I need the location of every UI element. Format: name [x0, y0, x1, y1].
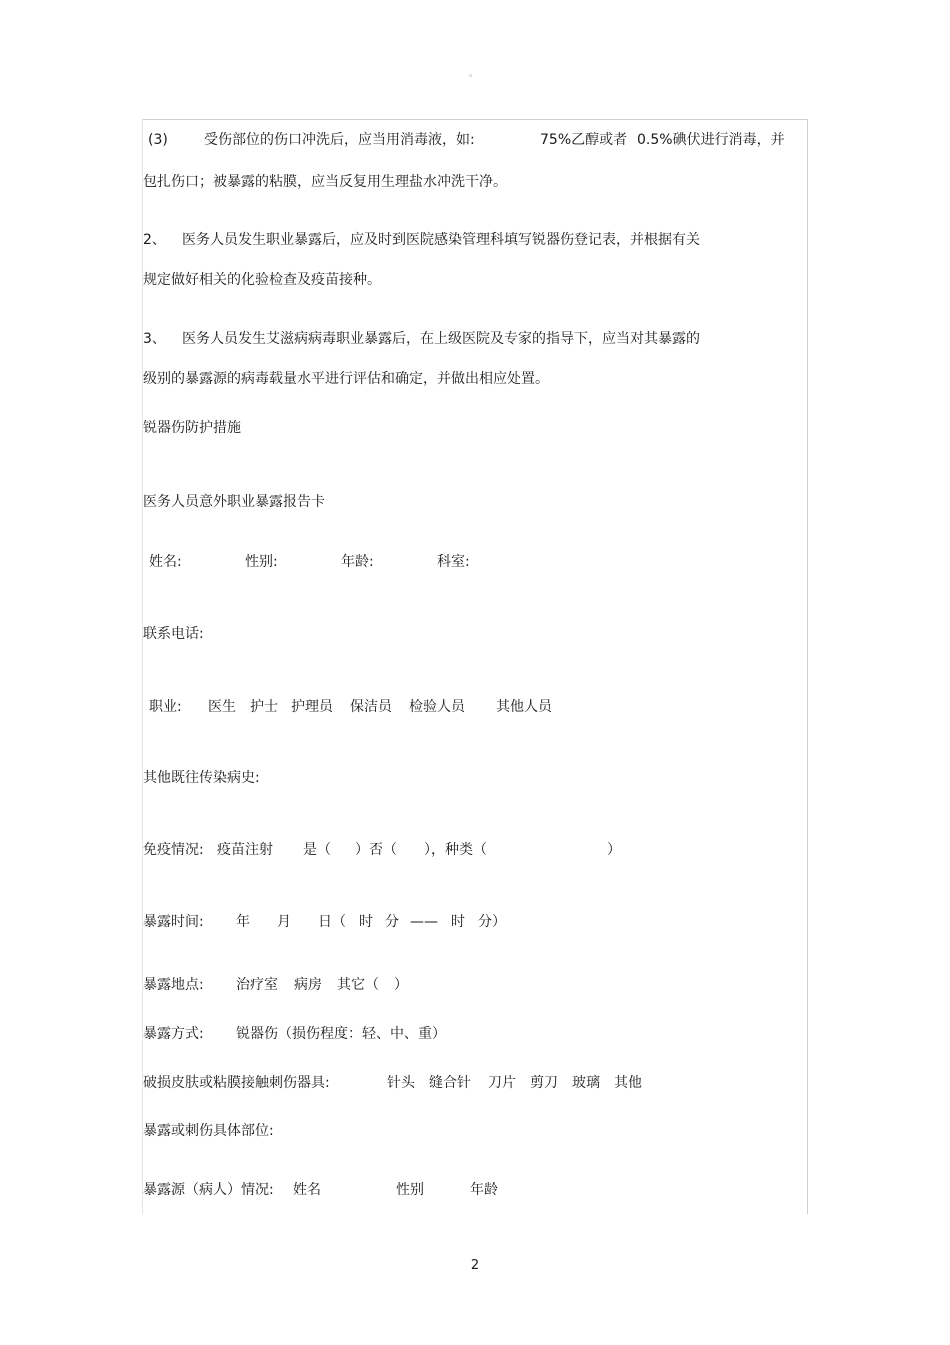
tool-option: 针头: [387, 1075, 415, 1091]
place-option: 其它（: [337, 977, 379, 993]
occupation-option: 护理员: [291, 699, 333, 715]
para3-number: 3、: [143, 331, 166, 347]
para2-number: 2、: [143, 232, 166, 248]
item3-number: (3): [148, 132, 168, 148]
form-dept-label: 科室:: [437, 554, 470, 570]
occupation-option: 检验人员: [409, 699, 465, 715]
form-history-label: 其他既往传染病史:: [143, 770, 260, 786]
form-age-label: 年龄:: [341, 554, 374, 570]
place-option-close: ）: [394, 977, 408, 993]
form-occupation-label: 职业:: [149, 699, 182, 715]
time-minute-start: 分: [385, 914, 399, 930]
time-day: 日（: [318, 914, 346, 930]
form-method-label: 暴露方式:: [143, 1026, 204, 1042]
source-gender: 性别: [396, 1182, 424, 1198]
form-immunity-label: 免疫情况:: [143, 842, 204, 858]
para3-line2: 级别的暴露源的病毒载量水平进行评估和确定，并做出相应处置。: [143, 371, 549, 387]
occupation-option: 其他人员: [496, 699, 552, 715]
time-hour-start: 时: [359, 914, 373, 930]
source-name: 姓名: [293, 1182, 321, 1198]
page-number: 2: [470, 1258, 480, 1273]
immunity-kind-close: ）: [607, 842, 621, 858]
immunity-kind: ），种类（: [424, 842, 487, 858]
form-phone-label: 联系电话:: [143, 626, 204, 642]
immunity-vaccine: 疫苗注射: [217, 842, 273, 858]
tool-option: 缝合针: [429, 1075, 471, 1091]
header-mark: 。: [469, 69, 479, 79]
tool-option: 刀片: [488, 1075, 516, 1091]
immunity-no: ）否（: [355, 842, 397, 858]
form-name-label: 姓名:: [149, 554, 182, 570]
place-option: 治疗室: [236, 977, 278, 993]
time-dash: ——: [410, 914, 438, 930]
card-title: 医务人员意外职业暴露报告卡: [143, 494, 325, 510]
tool-option: 玻璃: [572, 1075, 600, 1091]
form-gender-label: 性别:: [245, 554, 278, 570]
form-tool-label: 破损皮肤或粘膜接触刺伤器具:: [143, 1075, 330, 1091]
item3-line2: 包扎伤口；被暴露的粘膜，应当反复用生理盐水冲洗干净。: [143, 174, 507, 190]
para2-line2: 规定做好相关的化验检查及疫苗接种。: [143, 272, 381, 288]
item3-text: 受伤部位的伤口冲洗后，应当用消毒液，如:: [204, 132, 475, 148]
item3-agent-ethanol: 75%乙醇或者: [540, 132, 628, 148]
occupation-option: 护士: [250, 699, 278, 715]
form-source-label: 暴露源（病人）情况:: [143, 1182, 274, 1198]
form-time-label: 暴露时间:: [143, 914, 204, 930]
item3-agent-iodophor: 0.5%碘伏进行消毒，并: [637, 132, 785, 148]
time-hour-end: 时: [451, 914, 465, 930]
para2-line1: 医务人员发生职业暴露后，应及时到医院感染管理科填写锐器伤登记表，并根据有关: [182, 232, 700, 248]
place-option: 病房: [294, 977, 322, 993]
tool-option: 其他: [614, 1075, 642, 1091]
tool-option: 剪刀: [530, 1075, 558, 1091]
occupation-option: 医生: [208, 699, 236, 715]
time-year: 年: [236, 914, 250, 930]
form-site-label: 暴露或刺伤具体部位:: [143, 1123, 274, 1139]
section-heading: 锐器伤防护措施: [143, 420, 241, 436]
method-value: 锐器伤（损伤程度：轻、中、重）: [236, 1026, 446, 1042]
immunity-yes: 是（: [303, 842, 331, 858]
source-age: 年龄: [470, 1182, 498, 1198]
occupation-option: 保洁员: [350, 699, 392, 715]
para3-line1: 医务人员发生艾滋病病毒职业暴露后，在上级医院及专家的指导下，应当对其暴露的: [182, 331, 700, 347]
time-month: 月: [277, 914, 291, 930]
form-place-label: 暴露地点:: [143, 977, 204, 993]
time-minute-end: 分）: [478, 914, 506, 930]
